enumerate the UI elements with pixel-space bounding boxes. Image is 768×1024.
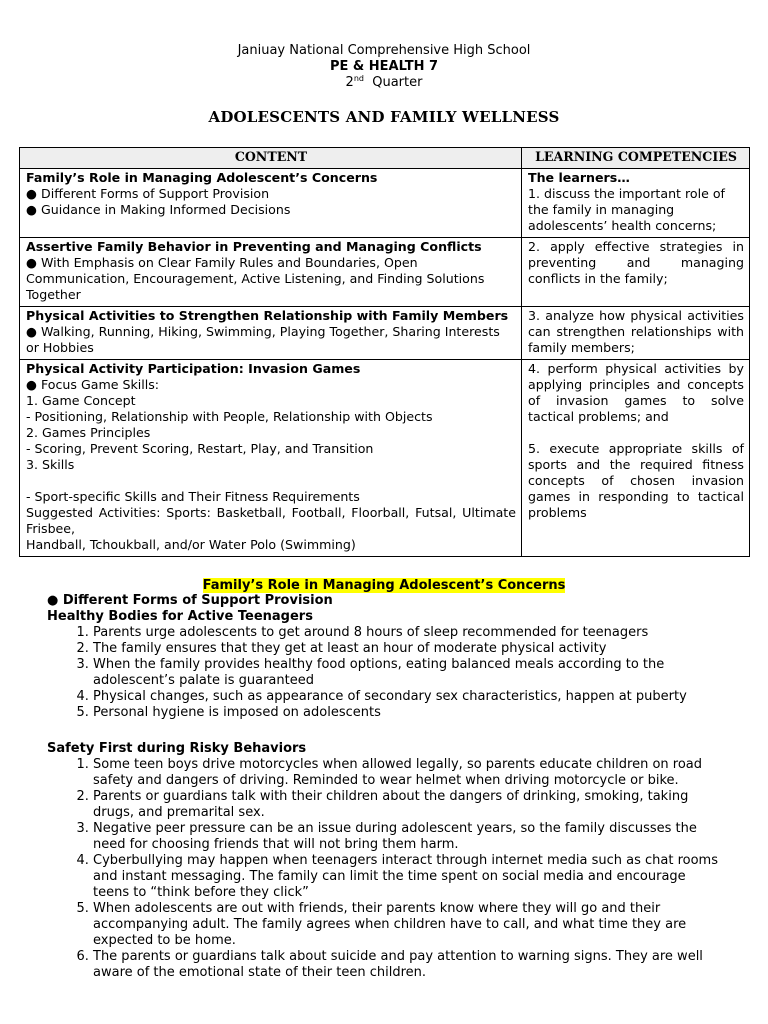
content-line: ● Different Forms of Support Provision: [26, 186, 270, 201]
content-cell: [20, 307, 522, 360]
list-item: 4. Physical changes, such as appearance of secondary sex characteristics, happen at puberty: [93, 689, 722, 705]
content-line: ● Walking, Running, Hiking, Swimming, Playing Together, Sharing Interests or Hobbies: [26, 324, 500, 355]
table-row: [20, 360, 750, 557]
subject-title: PE & HEALTH 7: [329, 59, 439, 74]
content-line: 1. Game Concept: [26, 393, 136, 408]
section-subtitle: ● Different Forms of Support Provision: [47, 593, 333, 608]
list-item: 5. When adolescents are out with friends, their parents know where they will go and their accompanying adult. The family agrees when children have to call, and what time they are expected to be home.: [93, 901, 722, 949]
list-item: 5. Personal hygiene is imposed on adolescents: [93, 705, 722, 721]
quarter-word: Quarter: [372, 75, 423, 90]
safety-list: [0, 757, 768, 981]
group-heading: Safety First during Risky Behaviors: [47, 741, 307, 756]
highlighted-title: Family’s Role in Managing Adolescent’s Concerns: [202, 578, 566, 593]
section-title: [0, 578, 768, 593]
competency-text: 1. discuss the important role of the family in managing adolescents’ health concerns;: [528, 186, 725, 233]
content-line: - Scoring, Prevent Scoring, Restart, Play, and Transition: [26, 441, 374, 456]
row-heading: Physical Activities to Strengthen Relationship with Family Members: [26, 308, 509, 323]
content-column-header: CONTENT: [20, 148, 522, 169]
content-line: ● With Emphasis on Clear Family Rules and Boundaries, Open Communication, Encouragement, Active Listening, and Finding Solutions Together: [26, 255, 485, 302]
content-cell: [20, 238, 522, 307]
list-item: 3. When the family provides healthy food options, eating balanced meals according to the adolescent’s palate is guaranteed: [93, 657, 722, 689]
content-line: Handball, Tchoukball, and/or Water Polo (Swimming): [26, 537, 356, 552]
table-row: [20, 238, 750, 307]
document-title: ADOLESCENTS AND FAMILY WELLNESS: [208, 108, 560, 126]
healthy-bodies-list: [0, 625, 768, 721]
group-heading: Healthy Bodies for Active Teenagers: [47, 609, 313, 624]
school-name: Janiuay National Comprehensive High School: [237, 43, 531, 58]
list-item: 6. The parents or guardians talk about suicide and pay attention to warning signs. They are well aware of the emotional state of their teen children.: [93, 949, 722, 981]
quarter-suffix: nd: [353, 74, 364, 83]
table-row: [20, 169, 750, 238]
content-line: ● Focus Game Skills:: [26, 377, 160, 392]
competency-text: 5. execute appropriate skills of sports and the required fitness concepts of chosen invasion games in responding to tactical problems: [528, 441, 744, 520]
competency-text: 2. apply effective strategies in preventing and managing conflicts in the family;: [528, 239, 744, 286]
blank-line: [26, 473, 516, 489]
row-heading: Family’s Role in Managing Adolescent’s Concerns: [26, 170, 378, 185]
competency-cell: [522, 360, 750, 557]
row-heading: Assertive Family Behavior in Preventing and Managing Conflicts: [26, 239, 482, 254]
curriculum-table: [19, 147, 750, 557]
content-line: - Positioning, Relationship with People, Relationship with Objects: [26, 409, 433, 424]
quarter-label: [0, 75, 768, 91]
content-line: ● Guidance in Making Informed Decisions: [26, 202, 291, 217]
content-cell: [20, 169, 522, 238]
competency-cell: [522, 307, 750, 360]
list-item: 4. Cyberbullying may happen when teenagers interact through internet media such as chat rooms and instant messaging. The family can limit the time spent on social media and encourage teens to “think before they click”: [93, 853, 722, 901]
content-cell: [20, 360, 522, 557]
competency-text: 3. analyze how physical activities can strengthen relationships with family members;: [528, 308, 744, 355]
blank-line: [528, 425, 744, 441]
list-item: 2. Parents or guardians talk with their children about the dangers of drinking, smoking, taking drugs, and premarital sex.: [93, 789, 722, 821]
table-header-row: [20, 148, 750, 169]
list-item: 3. Negative peer pressure can be an issue during adolescent years, so the family discusses the need for choosing friends that will not bring them harm.: [93, 821, 722, 853]
content-line: 2. Games Principles: [26, 425, 151, 440]
list-item: 2. The family ensures that they get at least an hour of moderate physical activity: [93, 641, 722, 657]
competency-cell: [522, 238, 750, 307]
row-heading: Physical Activity Participation: Invasion Games: [26, 361, 361, 376]
competency-heading: The learners…: [528, 170, 630, 185]
list-item: 1. Parents urge adolescents to get around 8 hours of sleep recommended for teenagers: [93, 625, 722, 641]
competency-cell: [522, 169, 750, 238]
content-line: 3. Skills: [26, 457, 75, 472]
quarter-number: 2: [345, 75, 354, 90]
table-row: [20, 307, 750, 360]
content-line: - Sport-specific Skills and Their Fitness Requirements: [26, 489, 360, 504]
list-item: 1. Some teen boys drive motorcycles when allowed legally, so parents educate children on road safety and dangers of driving. Reminded to wear helmet when driving motorcycle or bike.: [93, 757, 722, 789]
competencies-column-header: LEARNING COMPETENCIES: [522, 148, 750, 169]
content-line: Suggested Activities: Sports: Basketball, Football, Floorball, Futsal, Ultimate Frisbee,: [26, 505, 516, 536]
section: [0, 741, 768, 981]
section: [0, 578, 768, 721]
competency-text: 4. perform physical activities by applying principles and concepts of invasion games to solve tactical problems; and: [528, 361, 744, 424]
